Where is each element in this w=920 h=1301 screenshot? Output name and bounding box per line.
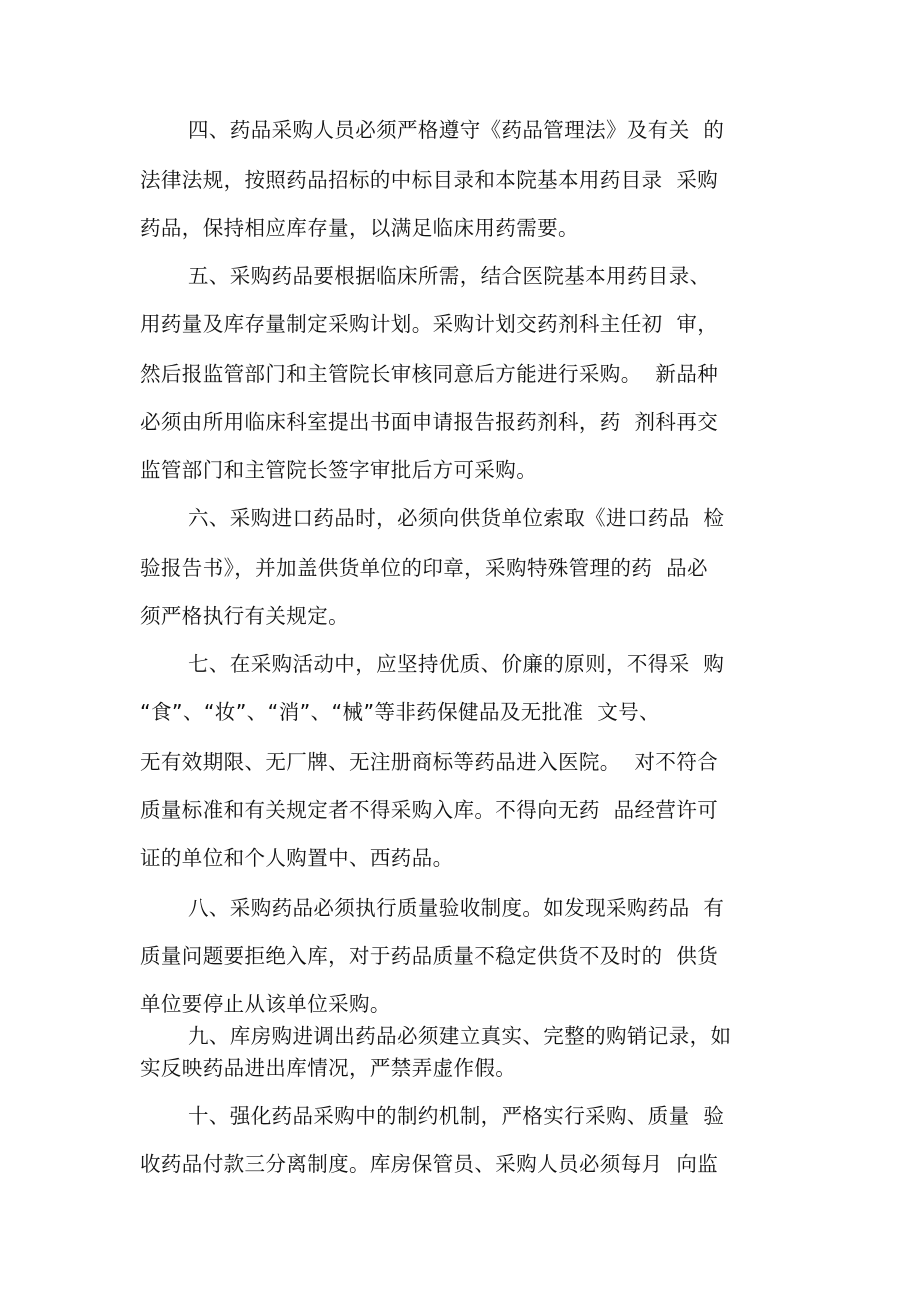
paragraph-6-line-1: 六、采购进口药品时，必须向供货单位索取《进口药品 检 — [188, 506, 725, 530]
paragraph-4-line-2: 法律法规，按照药品招标的中标目录和本院基本用药目录 采购 — [140, 168, 719, 192]
paragraph-5-line-2: 用药量及库存量制定采购计划。采购计划交药剂科主任初 审， — [140, 312, 719, 336]
paragraph-5-line-5: 监管部门和主管院长签字审批后方可采购。 — [140, 458, 538, 482]
paragraph-7-line-4: 质量标准和有关规定者不得采购入库。不得向无药 品经营许可 — [140, 798, 719, 822]
paragraph-8-line-2: 质量问题要拒绝入库，对于药品质量不稳定供货不及时的 供货 — [140, 944, 719, 968]
paragraph-10-line-1: 十、强化药品采购中的制约机制，严格实行采购、质量 验 — [188, 1104, 725, 1128]
paragraph-5-line-1: 五、采购药品要根据临床所需，结合医院基本用药目录、 — [188, 264, 711, 288]
paragraph-7-line-1: 七、在采购活动中，应坚持优质、价廉的原则，不得采 购 — [188, 652, 725, 676]
paragraph-10-line-2: 收药品付款三分离制度。库房保管员、采购人员必须每月 向监 — [140, 1152, 719, 1176]
paragraph-7-line-3: 无有效期限、无厂牌、无注册商标等药品进入医院。 对不符合 — [140, 750, 719, 774]
paragraph-5-line-3: 然后报监管部门和主管院长审核同意后方能进行采购。 新品种 — [140, 362, 719, 386]
paragraph-9-line-2: 实反映药品进出库情况，严禁弄虚作假。 — [140, 1056, 517, 1080]
paragraph-6-line-3: 须严格执行有关规定。 — [140, 604, 349, 628]
paragraph-9-line-1: 九、库房购进调出药品必须建立真实、完整的购销记录，如 — [188, 1024, 732, 1048]
paragraph-7-line-5: 证的单位和个人购置中、西药品。 — [140, 846, 454, 870]
paragraph-5-line-4: 必须由所用临床科室提出书面申请报告报药剂科，药 剂科再交 — [140, 410, 719, 434]
paragraph-8-line-3: 单位要停止从该单位采购。 — [140, 992, 391, 1016]
paragraph-4-line-1: 四、药品采购人员必须严格遵守《药品管理法》及有关 的 — [188, 118, 725, 142]
paragraph-4-line-3: 药品，保持相应库存量，以满足临床用药需要。 — [140, 216, 579, 240]
paragraph-6-line-2: 验报告书》，并加盖供货单位的印章，采购特殊管理的药 品必 — [140, 556, 708, 580]
paragraph-7-line-2: “食”、“妆”、“消”、“械”等非药保健品及无批准 文号、 — [140, 700, 660, 724]
paragraph-8-line-1: 八、采购药品必须执行质量验收制度。如发现采购药品 有 — [188, 896, 725, 920]
